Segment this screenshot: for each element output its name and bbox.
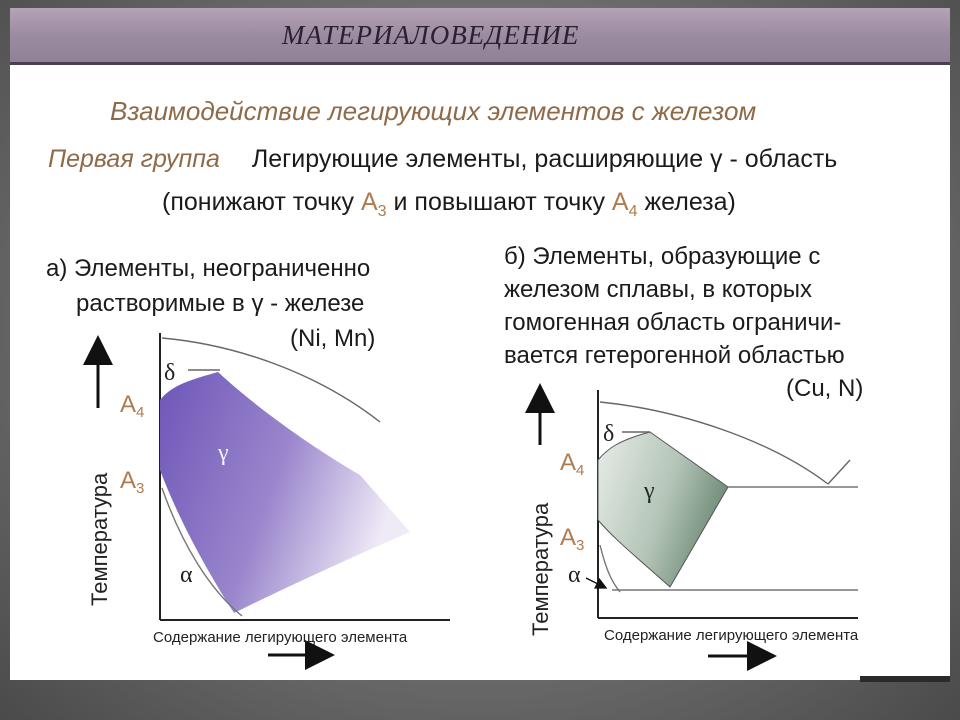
diagram-a-caption-line1: а) Элементы, неограниченно bbox=[46, 255, 371, 282]
diagram-b-gamma-label: γ bbox=[644, 478, 655, 504]
diagram-a-a3-label: $A_3$ bbox=[120, 467, 145, 497]
diagram-b-alpha-curve bbox=[600, 545, 620, 592]
slide-heading: Взаимодействие легирующих элементов с железом bbox=[110, 96, 757, 126]
diagram-a-y-axis-label: Температура bbox=[87, 472, 112, 606]
banner-title: МАТЕРИАЛОВЕДЕНИЕ bbox=[282, 20, 580, 50]
point-a3: $A_3$ bbox=[360, 188, 387, 220]
corner-tab bbox=[860, 676, 950, 682]
diagram-b-a4-label: $A_4$ bbox=[560, 449, 585, 479]
diagram-b-caption-line5: (Cu, N) bbox=[786, 375, 864, 402]
detail-middle: и повышают точку bbox=[386, 188, 612, 216]
point-a4: $A_4$ bbox=[611, 188, 638, 220]
diagram-b-caption-line4: вается гетерогенной областью bbox=[504, 342, 845, 369]
detail-suffix: железа) bbox=[637, 188, 736, 216]
diagram-a-caption-line2: растворимые в γ - железе bbox=[76, 290, 365, 317]
diagram-b-delta-label: δ bbox=[603, 421, 615, 447]
diagram-a-caption-line3: (Ni, Mn) bbox=[290, 325, 376, 352]
detail-prefix: (понижают точку bbox=[162, 188, 361, 216]
diagram-b-a3-label: $A_3$ bbox=[560, 524, 585, 554]
diagram-b-caption-line1: б) Элементы, образующие с bbox=[504, 243, 821, 270]
diagram-b-x-axis-label: Содержание легирующего элемента bbox=[604, 627, 859, 644]
diagram-b-gamma-region bbox=[598, 432, 728, 587]
diagram-a-a4-label: $A_4$ bbox=[120, 391, 145, 421]
diagram-b-tick bbox=[828, 460, 850, 484]
group-name: Первая группа bbox=[48, 145, 220, 173]
diagram-a-gamma-label: γ bbox=[218, 440, 229, 466]
group-description: Легирующие элементы, расширяющие γ - область bbox=[251, 145, 838, 173]
diagram-b-alpha-label: α bbox=[568, 562, 581, 588]
diagram-b-alpha-pointer bbox=[586, 578, 602, 586]
diagram-b-caption-line2: железом сплавы, в которых bbox=[504, 276, 813, 303]
diagram-a-alpha-label: α bbox=[180, 562, 193, 588]
diagram-b-caption-line3: гомогенная область ограничи- bbox=[504, 309, 842, 336]
diagram-a-x-axis-label: Содержание легирующего элемента bbox=[153, 629, 408, 646]
diagram-b-y-axis-label: Температура bbox=[528, 502, 553, 636]
diagram-a-delta-label: δ bbox=[164, 360, 176, 386]
